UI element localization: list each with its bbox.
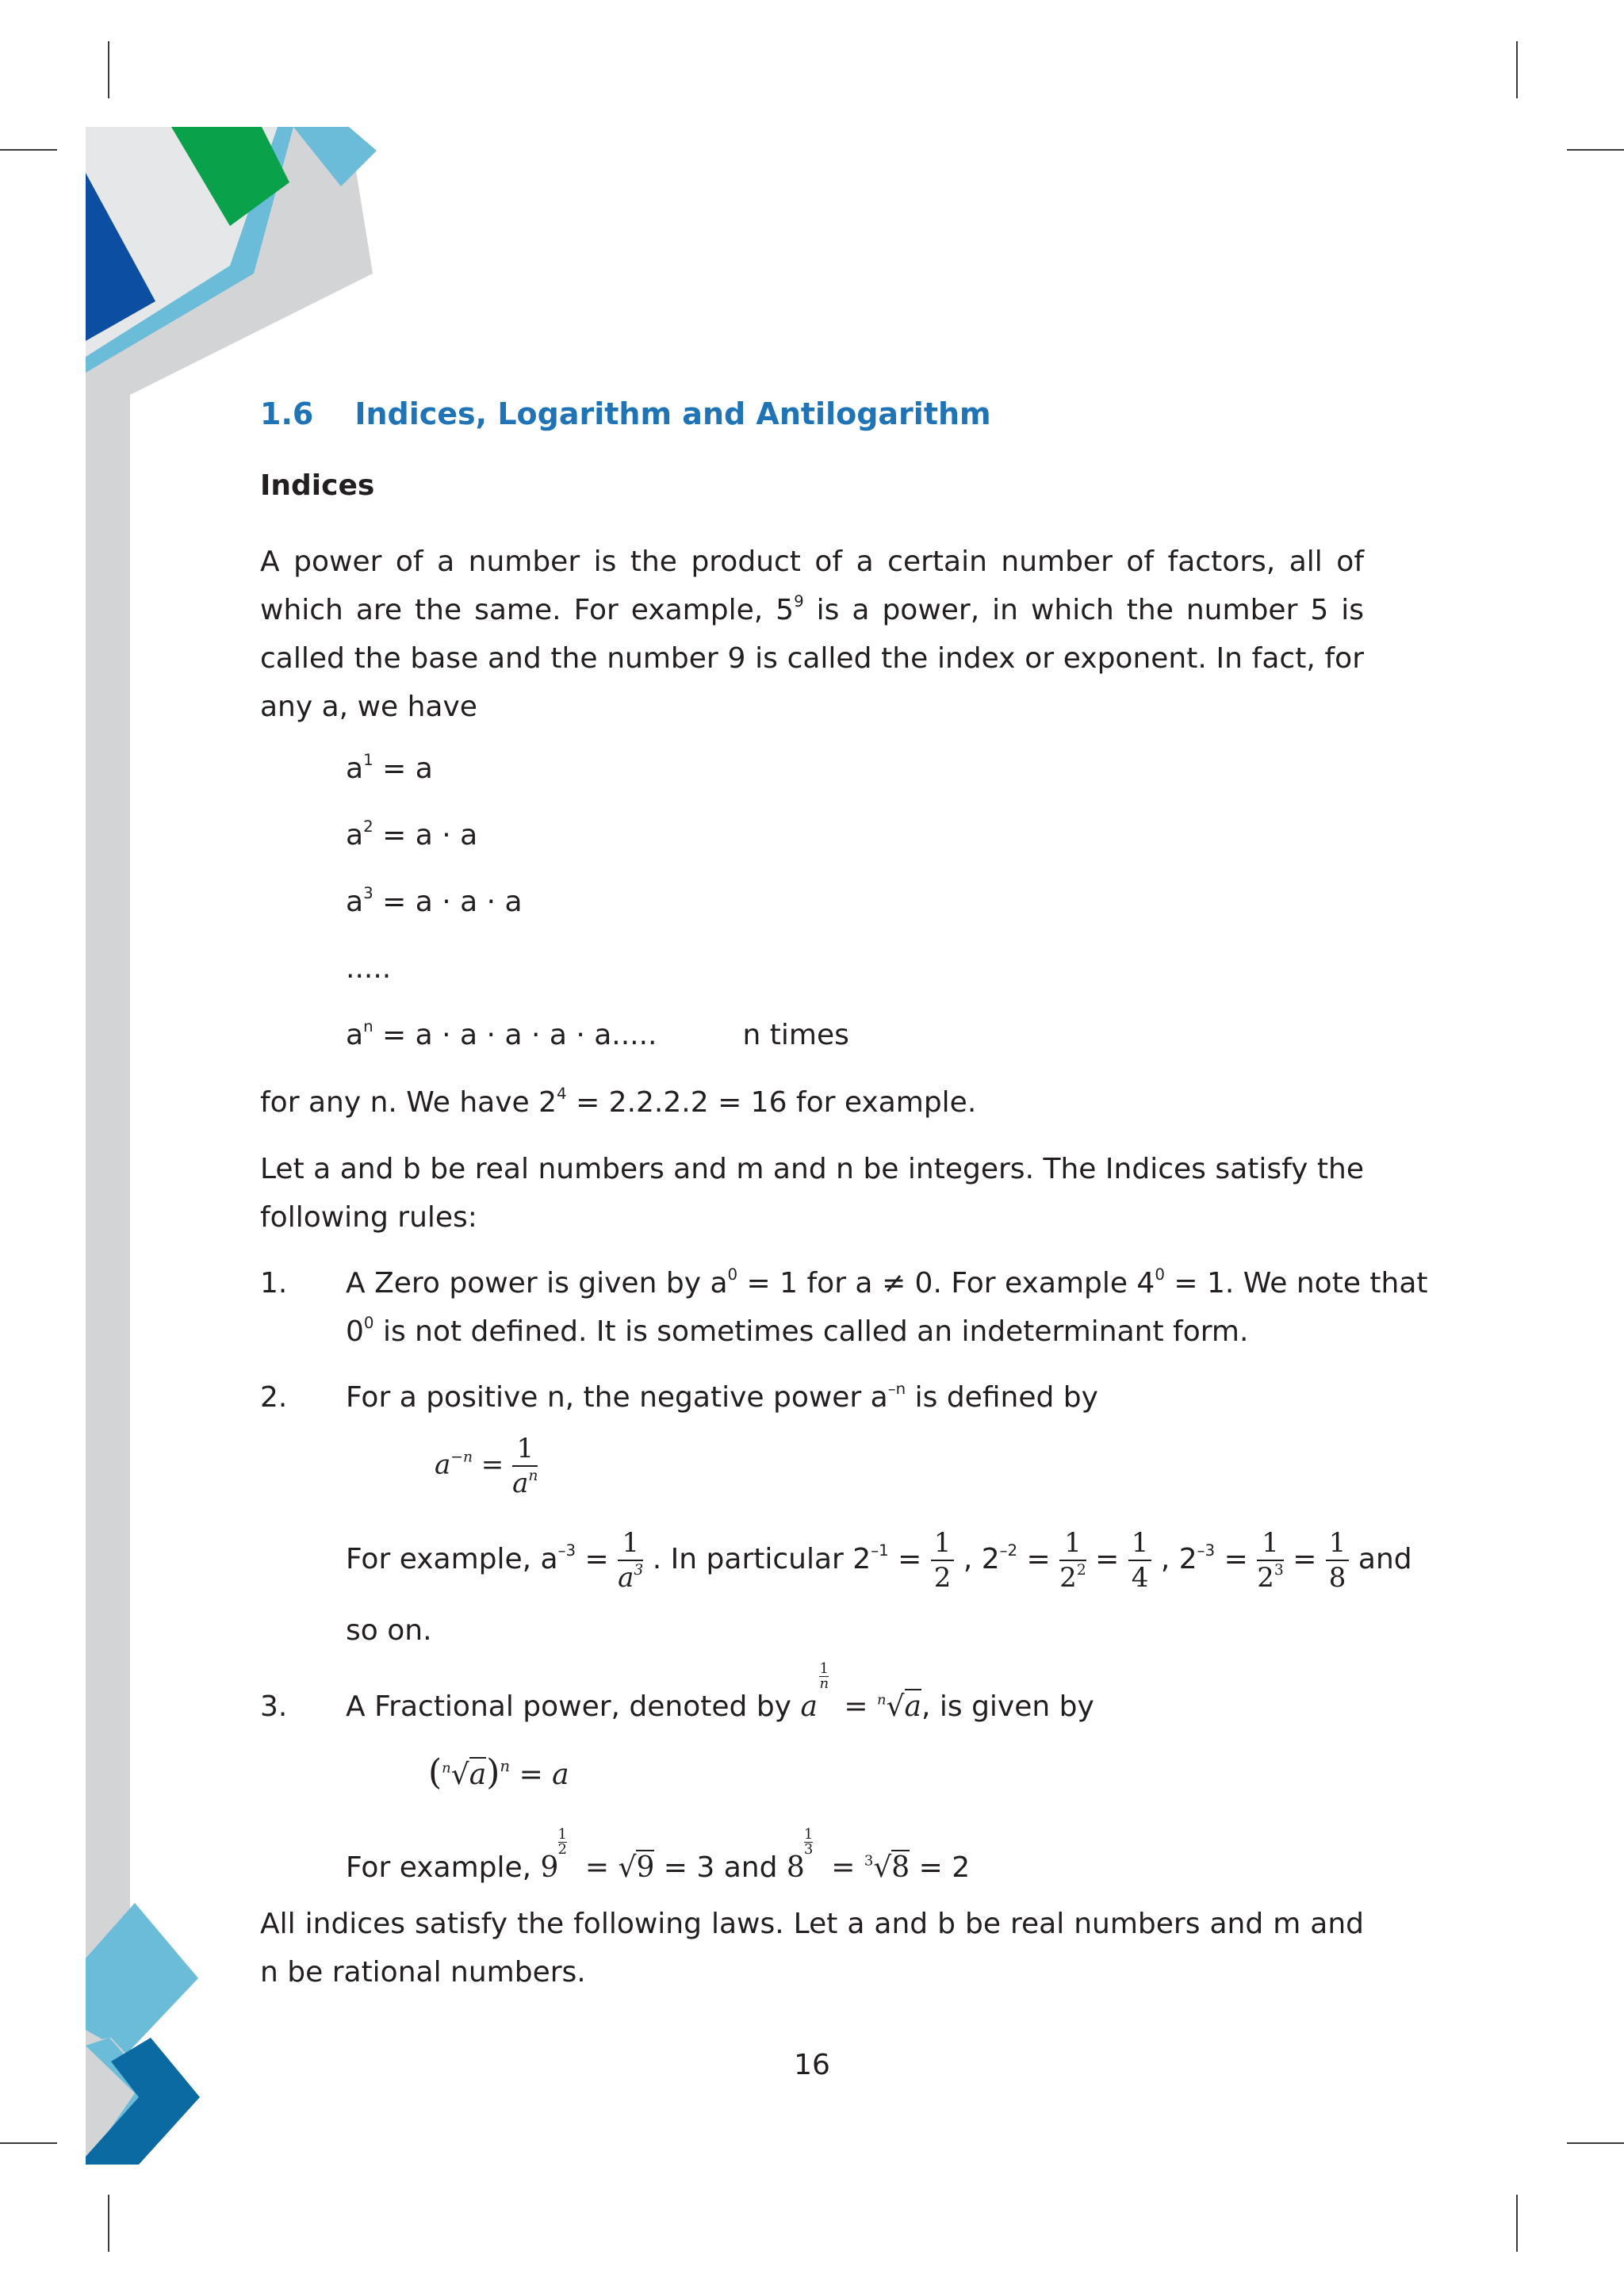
fraction-numerator: 1 xyxy=(618,1526,643,1561)
exp-numerator: 1 xyxy=(819,1660,829,1677)
example-text-b: = 2.2.2.2 = 16 for example. xyxy=(566,1086,977,1119)
ex-eq: = xyxy=(1293,1543,1326,1575)
ex-eq: = xyxy=(1215,1543,1258,1575)
intro-text-b: is a power, in which the number 5 is called the base and the number 9 is called the index or exponent. In fact, for any a, we have xyxy=(260,594,1364,723)
ex-lead-sup: –3 xyxy=(557,1541,576,1560)
formula-lhs: a xyxy=(435,1449,451,1481)
power-exp: n xyxy=(363,1017,373,1036)
intro-paragraph xyxy=(260,538,1364,731)
rule1-sup1: 0 xyxy=(727,1265,738,1284)
exp-denominator: 3 xyxy=(803,1841,814,1858)
rule2-a: For a positive n, the negative power a xyxy=(346,1381,888,1414)
example-sup: 4 xyxy=(557,1085,567,1104)
example-fraction xyxy=(1128,1526,1152,1594)
section-heading xyxy=(260,396,991,431)
crop-mark xyxy=(1567,149,1624,151)
fraction-denominator: 8 xyxy=(1328,1562,1346,1594)
example-line xyxy=(260,1078,1364,1127)
formula-sup: n xyxy=(500,1757,511,1776)
ex-value: = 2 xyxy=(910,1851,971,1884)
power-rhs: = a · a · a · a · a..... xyxy=(373,1019,657,1051)
formula-fraction xyxy=(512,1432,538,1500)
power-ellipsis: ..... xyxy=(346,952,392,985)
ex-eq: = xyxy=(576,1543,619,1575)
ex-eq: = xyxy=(1017,1543,1060,1575)
rule-2-so-on: so on. xyxy=(346,1614,432,1647)
rule2-b: is defined by xyxy=(906,1381,1098,1414)
rule1-d2: is not defined. It is sometimes called an indeterminant form. xyxy=(373,1315,1249,1348)
rule1-c: = 1. We note that xyxy=(1164,1267,1428,1300)
exp-numerator: 1 xyxy=(803,1826,814,1843)
fraction-denominator: 4 xyxy=(1131,1562,1149,1594)
ex-base: 8 xyxy=(786,1851,805,1884)
power-exp: 3 xyxy=(363,884,373,903)
negative-power-formula xyxy=(435,1432,538,1500)
rules-intro: Let a and b be real numbers and m and n be integers. The Indices satisfy the following rules: xyxy=(260,1153,1364,1234)
ex-sep-sup: –2 xyxy=(999,1541,1018,1560)
power-base: a xyxy=(346,886,364,918)
crop-mark xyxy=(1516,2195,1518,2252)
fractional-power-formula: $(^n√a)^n = a$ xyxy=(428,1752,569,1793)
example-fraction xyxy=(618,1526,643,1594)
fraction-den-sup: 2 xyxy=(1076,1562,1086,1579)
power-line xyxy=(346,749,433,789)
fraction-den-sup: 3 xyxy=(1274,1562,1284,1579)
ex-lead: For example, xyxy=(346,1851,541,1884)
fraction-numerator: 1 xyxy=(1326,1526,1350,1561)
root-index: n xyxy=(442,1759,451,1777)
crop-mark xyxy=(1567,2142,1624,2144)
rule3-a: A Fractional power, denoted by xyxy=(346,1690,801,1723)
power-line xyxy=(346,1016,849,1055)
fraction-den-sup: n xyxy=(528,1468,538,1485)
example-fraction xyxy=(1326,1526,1350,1594)
fraction-denominator: a xyxy=(618,1562,634,1594)
crop-mark xyxy=(1516,41,1518,98)
section-title: Indices, Logarithm and Antilogarithm xyxy=(354,396,991,431)
example-fraction xyxy=(1059,1526,1086,1594)
rule-2-example xyxy=(346,1524,1412,1595)
ex-eq: = xyxy=(888,1543,931,1575)
power-base: a xyxy=(346,752,364,785)
ex-mid: . In particular 2 xyxy=(652,1543,871,1575)
fraction-den-sup: 3 xyxy=(634,1562,644,1579)
power-line xyxy=(346,882,523,922)
ex-value: = 3 and xyxy=(654,1851,787,1884)
ex-eq: = xyxy=(1095,1543,1128,1575)
ex-mid-sup: –1 xyxy=(871,1541,889,1560)
power-rhs: = a · a · a xyxy=(373,886,523,918)
power-base: a xyxy=(346,1019,364,1051)
intro-text-a: A power of a number is the product of a certain number of factors, all of which are the same. For example, 5 xyxy=(260,545,1364,626)
rule1-a: A Zero power is given by a xyxy=(346,1267,728,1300)
fractional-example-2: 8 $\frac{1}{3}$ = $^3$√8 xyxy=(786,1826,910,1884)
formula-eq: = xyxy=(481,1449,504,1481)
ex-root: 8 xyxy=(891,1851,910,1884)
subheading: Indices xyxy=(260,469,375,502)
example-text-a: for any n. We have 2 xyxy=(260,1086,557,1119)
power-base: a xyxy=(346,819,364,852)
power-exp: 2 xyxy=(363,817,373,836)
power-rhs: = a xyxy=(373,752,433,785)
rule-3-example xyxy=(346,1826,971,1892)
power-rhs: = a · a xyxy=(373,819,478,852)
power-line xyxy=(346,816,477,856)
fractional-example-1: 9 $\frac{1}{2}$ = √9 xyxy=(540,1826,655,1884)
rule-number: 3. xyxy=(260,1690,288,1723)
rule3-b: , is given by xyxy=(921,1690,1094,1723)
rule2-sup: –n xyxy=(887,1380,906,1399)
ex-sep-sup: –3 xyxy=(1197,1541,1216,1560)
ex-sep: , 2 xyxy=(1160,1543,1197,1575)
formula-rhs: = a xyxy=(519,1759,569,1791)
ex-lead: For example, a xyxy=(346,1543,558,1575)
example-fraction xyxy=(931,1526,955,1594)
fractional-power-expression: a $\frac{1}{n}$ = $^n$√a xyxy=(800,1660,921,1723)
ex-base: 9 xyxy=(540,1851,559,1884)
section-number: 1.6 xyxy=(260,396,314,431)
rule-1-text xyxy=(346,1259,1428,1356)
power-exp: 1 xyxy=(363,751,373,770)
ex-sep: , 2 xyxy=(963,1543,1000,1575)
rule-number: 2. xyxy=(260,1381,288,1414)
ex-tail: and xyxy=(1358,1543,1412,1575)
exp-denominator: 2 xyxy=(557,1841,567,1858)
example-fraction xyxy=(1257,1526,1284,1594)
fraction-numerator: 1 xyxy=(931,1526,955,1561)
formula-lhs-sup: −n xyxy=(450,1449,473,1466)
fraction-numerator: 1 xyxy=(1059,1526,1086,1561)
fraction-denominator: 2 xyxy=(1059,1562,1077,1594)
rule1-dsup: 0 xyxy=(363,1314,374,1333)
rule-2-text xyxy=(346,1373,1098,1422)
exp-numerator: 1 xyxy=(557,1826,567,1843)
ex-root: 9 xyxy=(636,1851,655,1884)
root-index: n xyxy=(876,1691,887,1709)
fraction-numerator: 1 xyxy=(1257,1526,1284,1561)
rule1-d1: 0 xyxy=(346,1315,364,1348)
fraction-denominator: 2 xyxy=(1257,1562,1274,1594)
power-note: n times xyxy=(742,1019,849,1051)
rule1-b: = 1 for a ≠ 0. For example 4 xyxy=(737,1267,1155,1300)
rule-number: 1. xyxy=(260,1267,288,1300)
exp-denominator: n xyxy=(819,1675,829,1692)
rule1-sup2: 0 xyxy=(1155,1265,1165,1284)
fraction-denominator: a xyxy=(512,1468,529,1499)
intro-superscript: 9 xyxy=(794,592,804,611)
fraction-numerator: 1 xyxy=(1128,1526,1152,1561)
page-number: 16 xyxy=(794,2049,830,2081)
closing-paragraph: All indices satisfy the following laws. Let a and b be real numbers and m and n be rational numbers. xyxy=(260,1908,1364,1989)
fraction-denominator: 2 xyxy=(933,1562,952,1594)
fraction-numerator: 1 xyxy=(512,1432,538,1467)
rule-3-text xyxy=(346,1660,1094,1731)
root-index: 3 xyxy=(864,1852,874,1870)
